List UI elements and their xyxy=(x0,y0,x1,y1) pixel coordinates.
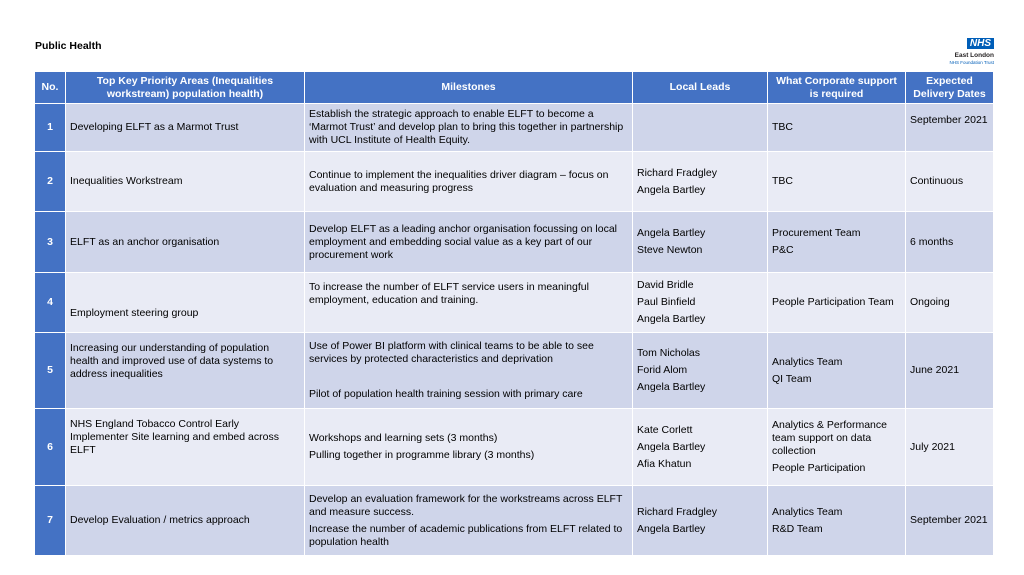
row-support-line: Procurement Team xyxy=(772,227,861,239)
table-row xyxy=(35,104,994,152)
row-milestones-line: Continue to implement the inequalities driver diagram – focus on evaluation and measuring progress xyxy=(309,168,609,194)
row-leads xyxy=(633,273,768,333)
priorities-table xyxy=(34,71,994,556)
header-leads: Local Leads xyxy=(633,72,768,104)
row-milestones xyxy=(305,212,633,273)
row-priority: Inequalities Workstream xyxy=(66,152,305,212)
row-milestones-line: Use of Power BI platform with clinical teams to be able to see services by protected characteristics and deprivation xyxy=(309,340,594,365)
table-row xyxy=(35,152,994,212)
row-support-line: TBC xyxy=(772,121,793,133)
row-leads-line: Richard Fradgley xyxy=(637,166,717,179)
row-leads xyxy=(633,152,768,212)
row-number: 4 xyxy=(35,273,66,333)
row-leads-line: Angela Bartley xyxy=(637,313,706,325)
row-priority: NHS England Tobacco Control Early Implementer Site learning and embed across ELFT xyxy=(66,409,305,486)
row-leads-line: Afia Khatun xyxy=(637,457,692,470)
table-row xyxy=(35,333,994,409)
row-milestones-line: Develop an evaluation framework for the workstreams across ELFT and measure success. xyxy=(309,492,623,518)
table-row xyxy=(35,409,994,486)
row-leads-line: Angela Bartley xyxy=(637,381,706,393)
row-number: 3 xyxy=(35,212,66,273)
row-milestones-line: Pulling together in programme library (3 months) xyxy=(309,449,535,461)
row-milestones-line: Establish the strategic approach to enable ELFT to become a ‘Marmot Trust’ and develop plan to bring this together in partnership with UCL Institute of Health Equity. xyxy=(309,108,624,146)
row-support xyxy=(768,152,906,212)
row-milestones xyxy=(305,486,633,556)
row-milestones xyxy=(305,409,633,486)
row-leads-line: Angela Bartley xyxy=(637,440,706,453)
row-leads-line: Angela Bartley xyxy=(637,227,706,239)
row-leads-line: Kate Corlett xyxy=(637,423,693,436)
row-priority: ELFT as an anchor organisation xyxy=(66,212,305,273)
row-leads xyxy=(633,486,768,556)
row-milestones-line: To increase the number of ELFT service users in meaningful employment, education and training. xyxy=(309,281,589,306)
row-support xyxy=(768,333,906,409)
row-leads xyxy=(633,409,768,486)
row-date: Ongoing xyxy=(906,273,994,333)
row-support xyxy=(768,104,906,152)
row-number: 7 xyxy=(35,486,66,556)
row-support-line: R&D Team xyxy=(772,522,823,535)
table-row xyxy=(35,273,994,333)
row-milestones-line: Pilot of population health training session with primary care xyxy=(309,388,583,400)
row-milestones-line: Develop ELFT as a leading anchor organisation focussing on local employment and embedding social value as a key part of our procurement work xyxy=(309,222,617,261)
row-support-line: QI Team xyxy=(772,372,812,385)
row-leads xyxy=(633,333,768,409)
row-milestones-line: Increase the number of academic publications from ELFT related to population health xyxy=(309,522,623,548)
row-date: June 2021 xyxy=(906,333,994,409)
header-priority: Top Key Priority Areas (Inequalities workstream) population health) xyxy=(66,72,305,104)
row-date: 6 months xyxy=(906,212,994,273)
row-date: September 2021 xyxy=(906,104,994,152)
row-leads-line: Richard Fradgley xyxy=(637,505,717,518)
row-support-line: TBC xyxy=(772,175,793,187)
row-leads-line: Angela Bartley xyxy=(637,183,706,196)
row-milestones xyxy=(305,152,633,212)
logo-trust-subtitle: NHS Foundation Trust xyxy=(949,60,994,65)
row-leads-line: Forid Alom xyxy=(637,364,688,376)
nhs-logo-mark: NHS xyxy=(967,38,994,49)
row-support-line: Analytics & Performance team support on data collection xyxy=(772,419,887,457)
row-milestones xyxy=(305,104,633,152)
row-priority: Increasing our understanding of population health and improved use of data systems to address inequalities xyxy=(66,333,305,409)
table-row xyxy=(35,486,994,556)
row-support xyxy=(768,486,906,556)
header-support: What Corporate support is required xyxy=(768,72,906,104)
page-title: Public Health xyxy=(35,40,102,52)
row-number: 1 xyxy=(35,104,66,152)
table-row xyxy=(35,212,994,273)
row-support xyxy=(768,409,906,486)
logo-trust-name: East London xyxy=(954,52,994,59)
row-date: September 2021 xyxy=(906,486,994,556)
row-milestones xyxy=(305,333,633,409)
row-leads xyxy=(633,104,768,152)
row-leads-line: David Bridle xyxy=(637,279,694,291)
table-header-row xyxy=(35,72,994,104)
header-dates: Expected Delivery Dates xyxy=(906,72,994,104)
row-support-line: P&C xyxy=(772,244,794,256)
row-milestones-line: Workshops and learning sets (3 months) xyxy=(309,432,498,444)
header-no: No. xyxy=(35,72,66,104)
row-support-line: Analytics Team xyxy=(772,355,843,368)
row-leads-line: Angela Bartley xyxy=(637,522,706,535)
row-leads-line: Tom Nicholas xyxy=(637,347,701,359)
row-number: 6 xyxy=(35,409,66,486)
row-leads-line: Paul Binfield xyxy=(637,296,696,308)
row-leads-line: Steve Newton xyxy=(637,244,703,256)
row-priority: Develop Evaluation / metrics approach xyxy=(66,486,305,556)
row-support xyxy=(768,273,906,333)
row-support-line: People Participation xyxy=(772,462,866,474)
row-number: 2 xyxy=(35,152,66,212)
row-date: July 2021 xyxy=(906,409,994,486)
row-support-line: Analytics Team xyxy=(772,505,843,518)
row-support-line: People Participation Team xyxy=(772,296,894,308)
row-leads xyxy=(633,212,768,273)
nhs-logo xyxy=(934,33,994,66)
row-number: 5 xyxy=(35,333,66,409)
row-priority: Employment steering group xyxy=(66,273,305,333)
row-priority: Developing ELFT as a Marmot Trust xyxy=(66,104,305,152)
row-support xyxy=(768,212,906,273)
row-milestones xyxy=(305,273,633,333)
row-date: Continuous xyxy=(906,152,994,212)
header-milestones: Milestones xyxy=(305,72,633,104)
